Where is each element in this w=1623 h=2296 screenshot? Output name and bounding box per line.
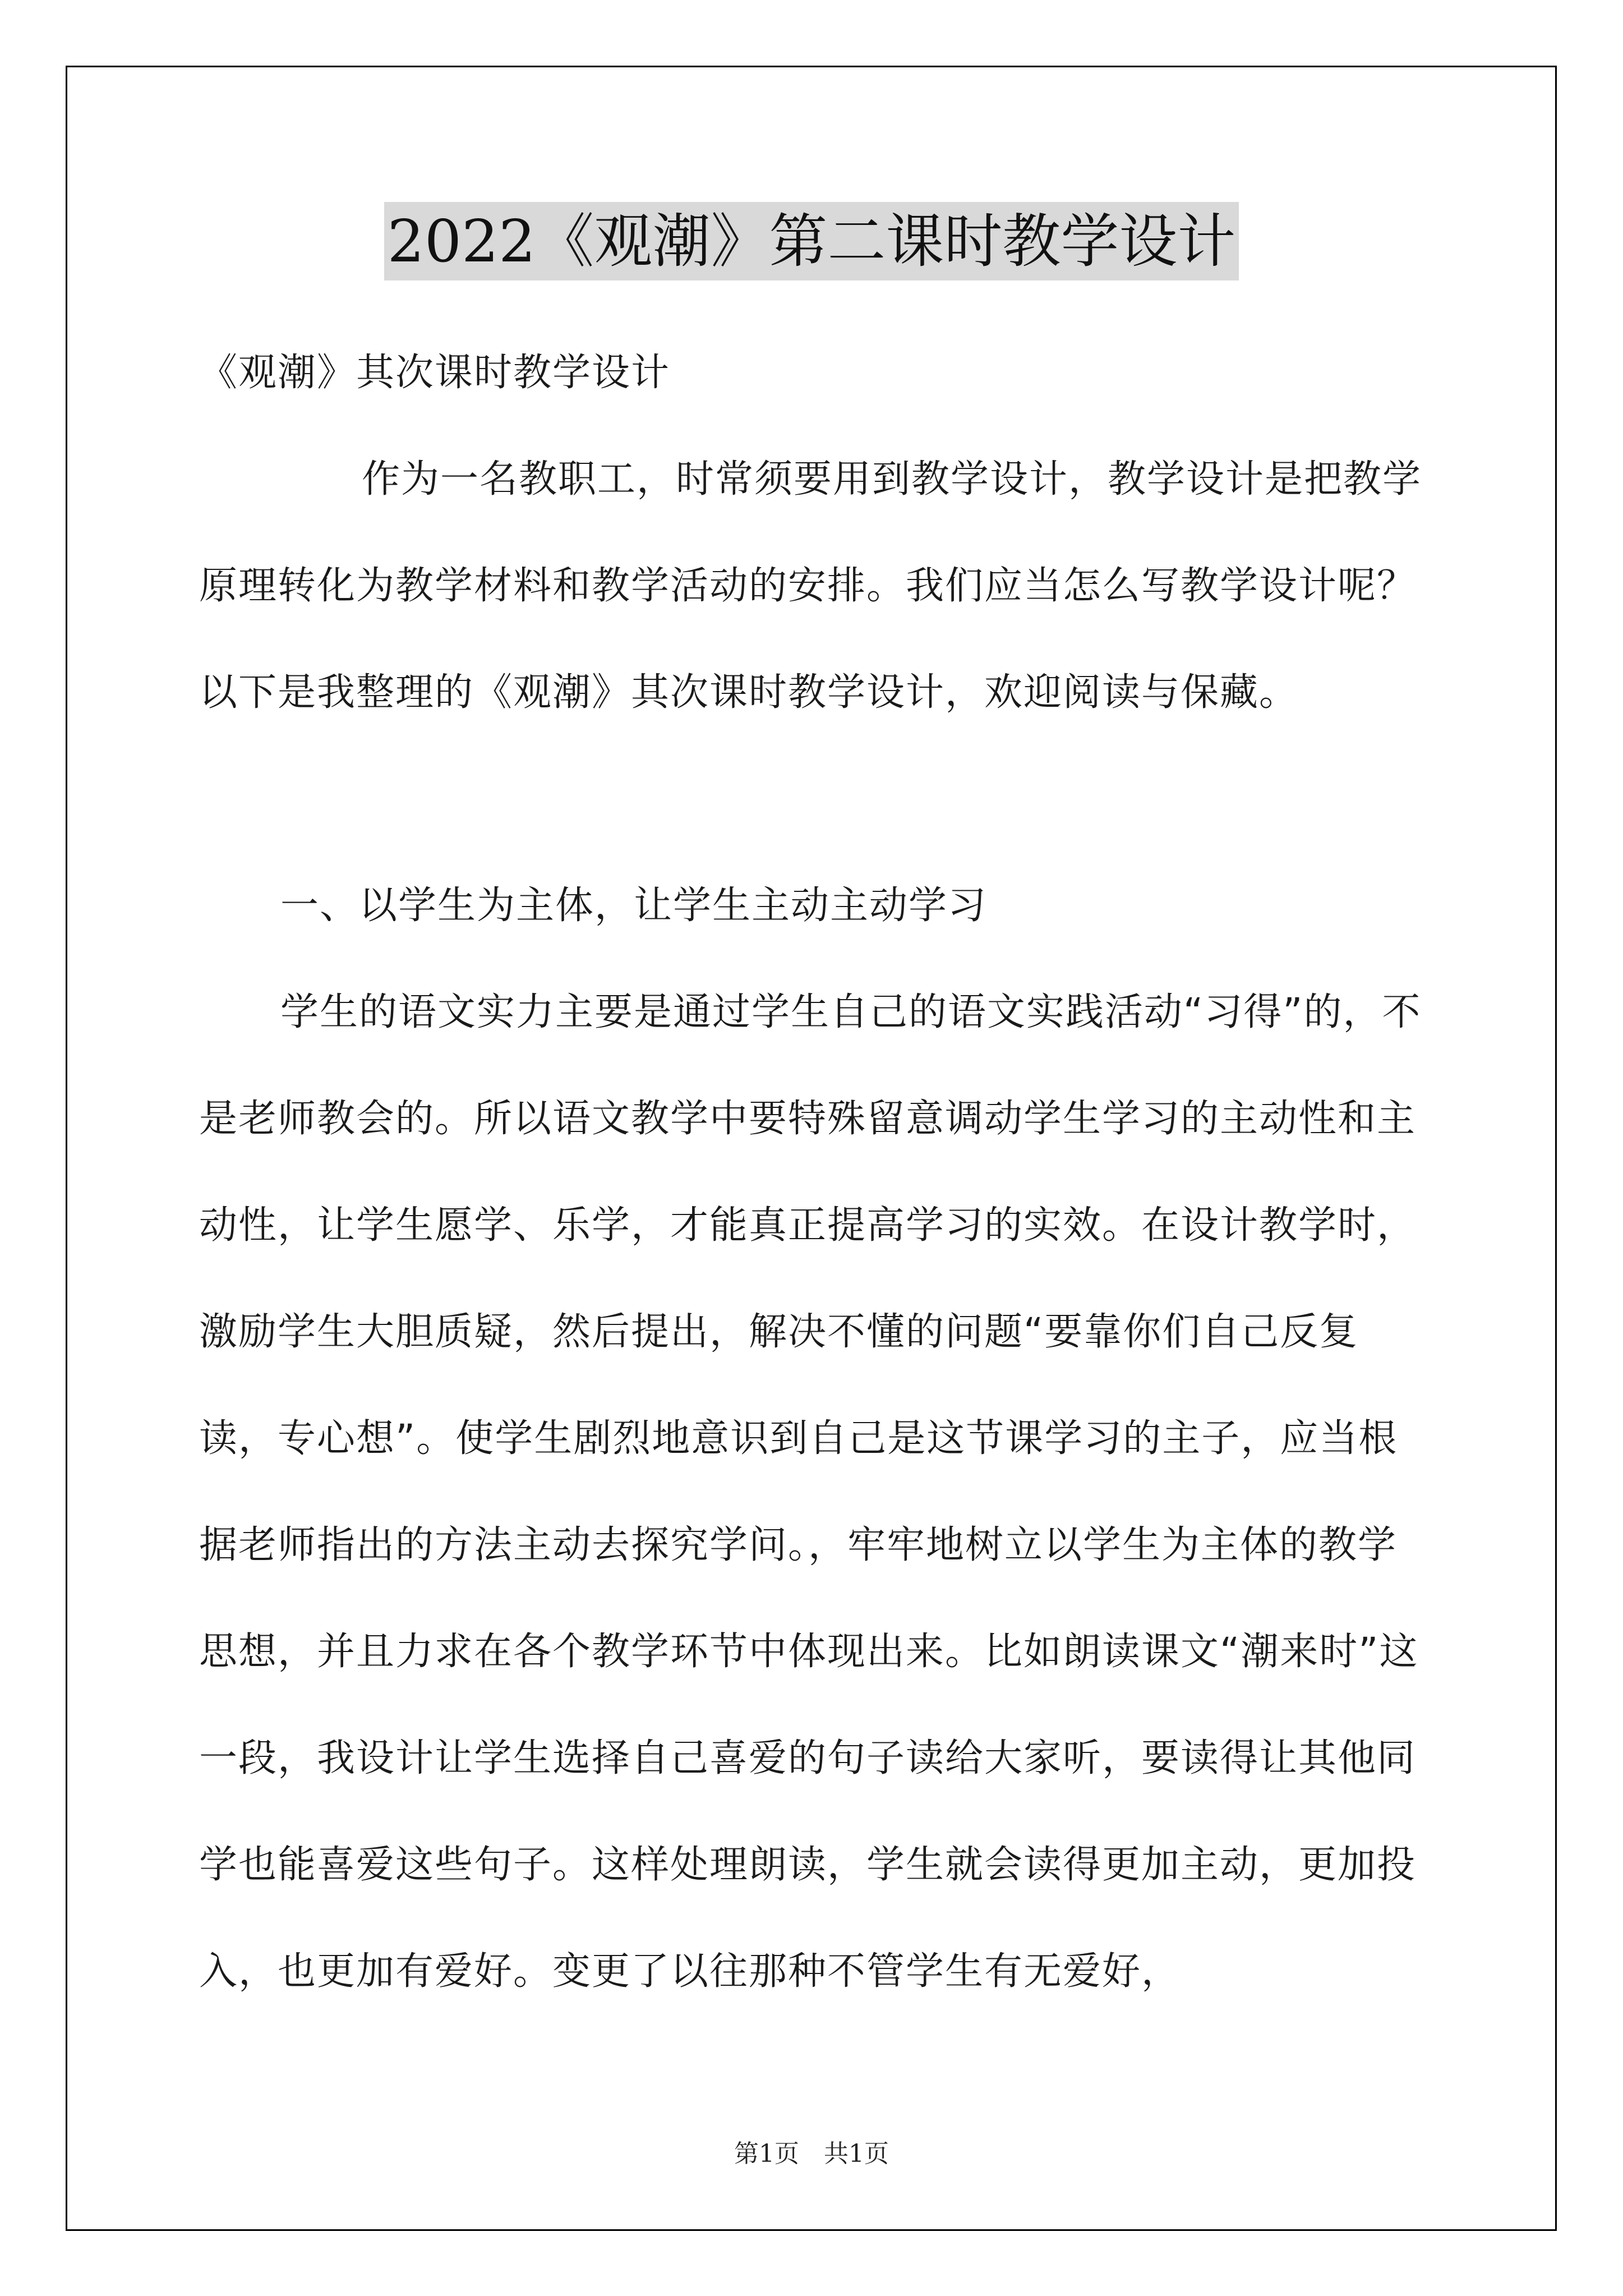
document-body: [199, 320, 1433, 2025]
document-title: 2022《观潮》第二课时教学设计: [384, 202, 1239, 280]
section-body-paragraph: 学生的语文实力主要是通过学生自己的语文实践活动“习得”的，不是老师教会的。所以语文教学中要特殊留意调动学生学习的主动性和主动性，让学生愿学、乐学，才能真正提高学习的实效。在设计教学时，激励学生大胆质疑，然后提出，解决不懂的问题“要靠你们自己反复读，专心想”。使学生剧烈地意识到自己是这节课学习的主子，应当根据老师指出的方法主动去探究学问。，牢牢地树立以学生为主体的教学思想，并且力求在各个教学环节中体现出来。比如朗读课文“潮来时”这一段，我设计让学生选择自己喜爱的句子读给大家听，要读得让其他同学也能喜爱这些句子。这样处理朗读，学生就会读得更加主动，更加投入，也更加有爱好。变更了以往那种不管学生有无爱好，: [199, 990, 1422, 1994]
title-area: [0, 202, 1623, 280]
document-subtitle: 《观潮》其次课时教学设计: [199, 351, 671, 395]
intro-paragraph: 作为一名教职工，时常须要用到教学设计，教学设计是把教学原理转化为教学材料和教学活动的安排。我们应当怎么写教学设计呢？以下是我整理的《观潮》其次课时教学设计，欢迎阅读与保藏。: [199, 457, 1422, 715]
page-footer: 第1页 共1页: [734, 2139, 889, 2168]
section-heading: 一、以学生为主体，让学生主动主动学习: [280, 884, 988, 928]
paragraph-spacer: [199, 746, 1433, 853]
